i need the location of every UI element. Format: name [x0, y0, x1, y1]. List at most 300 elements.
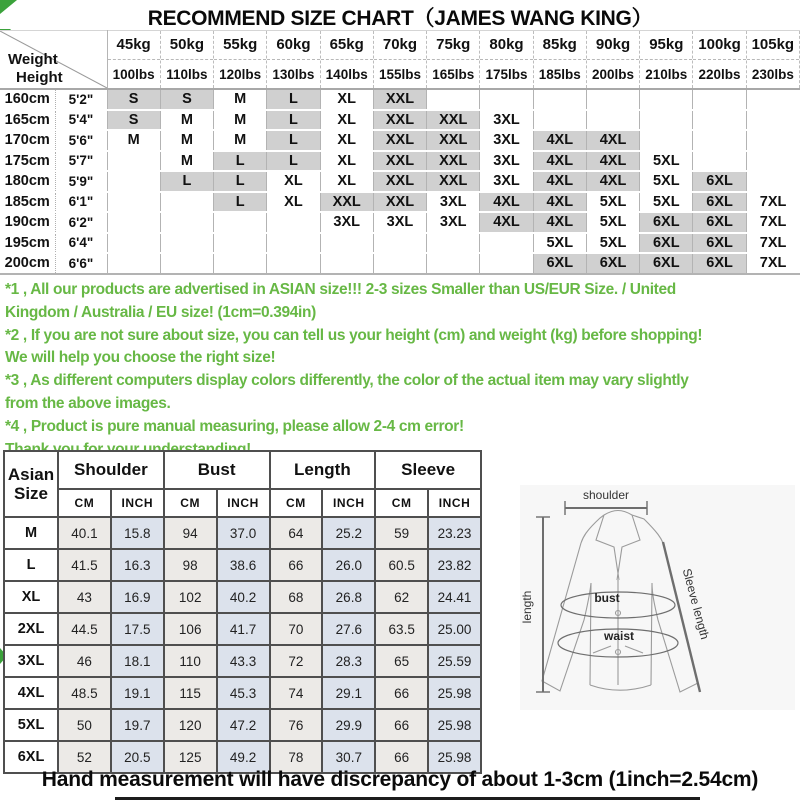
size-cell: [586, 89, 639, 110]
size-cell: [693, 110, 746, 131]
measurement-row: [4, 581, 481, 613]
weight-column-header: [480, 31, 533, 90]
size-cell: XXL: [320, 192, 373, 213]
measurement-size-label: 4XL: [4, 677, 58, 709]
note-line: from the above images.: [5, 394, 171, 412]
measurement-size-label: 3XL: [4, 645, 58, 677]
size-cell: 6XL: [693, 253, 746, 274]
weight-kg-label: 95kg: [640, 31, 692, 60]
size-cell: XL: [320, 130, 373, 151]
asian-size-line1: Asian: [7, 465, 55, 484]
measurement-value-cell: 26.8: [322, 581, 375, 613]
size-cell: 6XL: [533, 253, 586, 274]
measurement-row: [4, 709, 481, 741]
size-cell: 6XL: [693, 192, 746, 213]
weight-column-header: [533, 31, 586, 90]
measurement-value-cell: 125: [164, 741, 217, 773]
size-cell: [746, 171, 799, 192]
measurement-value-cell: 25.00: [428, 613, 481, 645]
measurement-value-cell: 23.82: [428, 549, 481, 581]
size-cell: 4XL: [586, 130, 639, 151]
size-cell: M: [107, 130, 160, 151]
size-cell: XXL: [373, 171, 426, 192]
height-cm-label: 190cm: [0, 212, 55, 233]
measurement-value-cell: 106: [164, 613, 217, 645]
weight-column-header: [586, 31, 639, 90]
weight-kg-label: 50kg: [161, 31, 213, 60]
size-cell: M: [160, 110, 213, 131]
weight-column-header: [427, 31, 480, 90]
note-line: Kingdom / Australia / EU size! (1cm=0.394in): [5, 303, 316, 321]
bust-label: bust: [594, 591, 620, 605]
measurement-value-cell: 16.9: [111, 581, 164, 613]
measurement-size-label: L: [4, 549, 58, 581]
weight-header-row: [0, 31, 800, 90]
height-ft-label: 5'7": [55, 151, 107, 172]
measurement-value-cell: 25.98: [428, 677, 481, 709]
height-ft-label: 6'6": [55, 253, 107, 274]
size-cell: [320, 233, 373, 254]
size-cell: S: [160, 89, 213, 110]
cm-inch-header-row: [4, 489, 481, 517]
weight-kg-label: 70kg: [374, 31, 426, 60]
page-title: RECOMMEND SIZE CHART（JAMES WANG KING）: [147, 7, 653, 30]
note-line: *1 , All our products are advertised in ASIAN size!!! 2-3 sizes Smaller than US/EUR Size. / United: [5, 281, 676, 298]
measurement-value-cell: 25.59: [428, 645, 481, 677]
size-cell: 6XL: [640, 233, 693, 254]
height-cm-label: 170cm: [0, 130, 55, 151]
jacket-measurement-diagram: [520, 485, 795, 710]
size-cell: L: [214, 151, 267, 172]
size-cell: L: [160, 171, 213, 192]
size-cell: 5XL: [586, 233, 639, 254]
measurement-table: [3, 450, 482, 774]
size-cell: 3XL: [480, 151, 533, 172]
seller-notes: [5, 279, 800, 461]
size-cell: [480, 253, 533, 274]
corner-height-label: Height: [16, 69, 63, 86]
weight-column-header: [373, 31, 426, 90]
size-cell: XXL: [427, 171, 480, 192]
measurement-value-cell: 102: [164, 581, 217, 613]
size-cell: [160, 253, 213, 274]
size-cell: 4XL: [586, 151, 639, 172]
size-cell: M: [160, 130, 213, 151]
measurement-value-cell: 38.6: [217, 549, 270, 581]
size-cell: [533, 110, 586, 131]
inch-subheader: INCH: [322, 489, 375, 517]
weight-kg-label: 55kg: [214, 31, 266, 60]
cm-subheader: CM: [164, 489, 217, 517]
measurement-group-header: Length: [270, 451, 376, 489]
size-cell: [214, 233, 267, 254]
size-cell: [533, 89, 586, 110]
note-line: *2 , If you are not sure about size, you can tell us your height (cm) and weight (kg) before shopping!: [5, 326, 703, 344]
height-cm-label: 185cm: [0, 192, 55, 213]
size-cell: 3XL: [480, 171, 533, 192]
weight-column-header: [267, 31, 320, 90]
size-recommendation-table: [0, 30, 800, 275]
measurement-group-header: Bust: [164, 451, 270, 489]
weight-lbs-label: 120lbs: [219, 67, 262, 82]
size-cell: [427, 253, 480, 274]
size-cell: [107, 233, 160, 254]
asian-size-line2: Size: [13, 484, 49, 503]
size-cell: S: [107, 89, 160, 110]
measurement-value-cell: 64: [270, 517, 323, 549]
measurement-value-cell: 66: [375, 741, 428, 773]
size-cell: L: [214, 171, 267, 192]
measurement-value-cell: 40.1: [58, 517, 111, 549]
size-cell: [480, 89, 533, 110]
size-cell: M: [214, 110, 267, 131]
size-cell: [107, 253, 160, 274]
measurement-value-cell: 37.0: [217, 517, 270, 549]
height-ft-label: 6'2": [55, 212, 107, 233]
measurement-row: [4, 549, 481, 581]
measurement-size-label: M: [4, 517, 58, 549]
weight-kg-label: 75kg: [427, 31, 479, 60]
size-cell: [160, 212, 213, 233]
weight-kg-label: 60kg: [267, 31, 319, 60]
height-cm-label: 165cm: [0, 110, 55, 131]
size-cell: XXL: [427, 151, 480, 172]
size-cell: [746, 151, 799, 172]
measurement-value-cell: 45.3: [217, 677, 270, 709]
size-cell: 6XL: [693, 171, 746, 192]
measurement-value-cell: 59: [375, 517, 428, 549]
weight-column-header: [107, 31, 160, 90]
size-cell: [107, 192, 160, 213]
measurement-value-cell: 26.0: [322, 549, 375, 581]
weight-column-header: [693, 31, 746, 90]
measurement-value-cell: 19.7: [111, 709, 164, 741]
size-cell: 7XL: [746, 192, 799, 213]
size-cell: 4XL: [533, 151, 586, 172]
height-row: [0, 110, 800, 131]
measurement-value-cell: 15.8: [111, 517, 164, 549]
size-cell: [427, 233, 480, 254]
measurement-value-cell: 43.3: [217, 645, 270, 677]
size-cell: [107, 212, 160, 233]
size-cell: [640, 89, 693, 110]
size-cell: 5XL: [640, 171, 693, 192]
size-cell: L: [267, 151, 320, 172]
measurement-value-cell: 62: [375, 581, 428, 613]
size-cell: 3XL: [480, 130, 533, 151]
size-cell: XL: [267, 192, 320, 213]
measurement-value-cell: 60.5: [375, 549, 428, 581]
measurement-value-cell: 41.5: [58, 549, 111, 581]
measurement-value-cell: 115: [164, 677, 217, 709]
size-cell: 4XL: [533, 171, 586, 192]
measurement-value-cell: 74: [270, 677, 323, 709]
measurement-value-cell: 40.2: [217, 581, 270, 613]
measurement-value-cell: 25.98: [428, 709, 481, 741]
weight-lbs-label: 165lbs: [432, 67, 475, 82]
size-cell: XXL: [373, 110, 426, 131]
measurement-value-cell: 25.2: [322, 517, 375, 549]
size-cell: [746, 89, 799, 110]
measurement-size-label: 2XL: [4, 613, 58, 645]
asian-size-header: [4, 451, 58, 517]
height-ft-label: 5'2": [55, 89, 107, 110]
size-cell: [586, 110, 639, 131]
measurement-size-label: XL: [4, 581, 58, 613]
weight-height-corner-cell: [0, 31, 107, 90]
note-line: We will help you choose the right size!: [5, 349, 276, 367]
measurement-value-cell: 70: [270, 613, 323, 645]
height-cm-label: 160cm: [0, 89, 55, 110]
footer-note: Hand measurement will have discrepancy of about 1-3cm (1inch=2.54cm): [41, 768, 759, 791]
weight-lbs-label: 230lbs: [751, 67, 794, 82]
measurement-value-cell: 23.23: [428, 517, 481, 549]
size-cell: 4XL: [533, 192, 586, 213]
weight-lbs-label: 175lbs: [485, 67, 528, 82]
measurement-value-cell: 47.2: [217, 709, 270, 741]
size-cell: [640, 110, 693, 131]
size-cell: 5XL: [586, 212, 639, 233]
weight-kg-label: 45kg: [108, 31, 160, 60]
size-cell: [373, 253, 426, 274]
jacket-outline: [542, 511, 698, 693]
measurement-value-cell: 46: [58, 645, 111, 677]
measurement-value-cell: 44.5: [58, 613, 111, 645]
size-cell: 3XL: [480, 110, 533, 131]
measurement-value-cell: 98: [164, 549, 217, 581]
size-cell: [160, 233, 213, 254]
size-cell: 6XL: [586, 253, 639, 274]
size-cell: 6XL: [640, 212, 693, 233]
measurement-value-cell: 16.3: [111, 549, 164, 581]
size-cell: XXL: [373, 192, 426, 213]
size-cell: 4XL: [533, 130, 586, 151]
measurement-value-cell: 63.5: [375, 613, 428, 645]
measurement-value-cell: 18.1: [111, 645, 164, 677]
measurement-value-cell: 66: [270, 549, 323, 581]
weight-kg-label: 90kg: [587, 31, 639, 60]
height-row: [0, 171, 800, 192]
measurement-value-cell: 41.7: [217, 613, 270, 645]
inch-subheader: INCH: [428, 489, 481, 517]
measurement-value-cell: 52: [58, 741, 111, 773]
size-cell: [267, 212, 320, 233]
size-cell: [746, 130, 799, 151]
size-cell: XXL: [427, 110, 480, 131]
measurement-group-header: Sleeve: [375, 451, 481, 489]
height-cm-label: 175cm: [0, 151, 55, 172]
size-cell: [746, 110, 799, 131]
size-cell: 7XL: [746, 212, 799, 233]
size-cell: L: [267, 89, 320, 110]
size-cell: 4XL: [480, 212, 533, 233]
measurement-group-header: Shoulder: [58, 451, 164, 489]
size-cell: XL: [320, 110, 373, 131]
measurement-value-cell: 50: [58, 709, 111, 741]
size-cell: [267, 253, 320, 274]
waist-label: waist: [603, 629, 635, 643]
weight-kg-label: 85kg: [534, 31, 586, 60]
weight-lbs-label: 220lbs: [698, 67, 741, 82]
size-cell: [427, 89, 480, 110]
weight-column-header: [640, 31, 693, 90]
size-cell: 4XL: [480, 192, 533, 213]
measurement-value-cell: 20.5: [111, 741, 164, 773]
measurement-row: [4, 677, 481, 709]
weight-lbs-label: 130lbs: [272, 67, 315, 82]
size-cell: 6XL: [693, 233, 746, 254]
weight-lbs-label: 155lbs: [378, 67, 421, 82]
size-cell: L: [214, 192, 267, 213]
measurement-size-label: 5XL: [4, 709, 58, 741]
measurement-value-cell: 25.98: [428, 741, 481, 773]
measurement-value-cell: 29.1: [322, 677, 375, 709]
size-cell: [107, 171, 160, 192]
height-ft-label: 6'4": [55, 233, 107, 254]
measurement-value-cell: 94: [164, 517, 217, 549]
size-cell: XL: [267, 171, 320, 192]
size-cell: 4XL: [533, 212, 586, 233]
height-row: [0, 212, 800, 233]
size-cell: 3XL: [427, 212, 480, 233]
cm-subheader: CM: [58, 489, 111, 517]
measurement-value-cell: 120: [164, 709, 217, 741]
size-cell: [160, 192, 213, 213]
measurement-row: [4, 517, 481, 549]
size-cell: 6XL: [693, 212, 746, 233]
measurement-value-cell: 65: [375, 645, 428, 677]
measurement-value-cell: 43: [58, 581, 111, 613]
size-cell: M: [214, 89, 267, 110]
weight-lbs-label: 200lbs: [592, 67, 635, 82]
size-cell: [693, 89, 746, 110]
size-cell: XXL: [373, 151, 426, 172]
size-cell: [480, 233, 533, 254]
measurement-value-cell: 66: [375, 677, 428, 709]
measurement-value-cell: 78: [270, 741, 323, 773]
height-cm-label: 195cm: [0, 233, 55, 254]
size-cell: [267, 233, 320, 254]
shoulder-label: shoulder: [582, 488, 630, 502]
size-cell: [640, 130, 693, 151]
size-cell: 5XL: [640, 151, 693, 172]
size-cell: XL: [320, 151, 373, 172]
measurement-value-cell: 72: [270, 645, 323, 677]
measurement-value-cell: 110: [164, 645, 217, 677]
measurement-value-cell: 29.9: [322, 709, 375, 741]
size-cell: L: [267, 110, 320, 131]
weight-lbs-label: 140lbs: [325, 67, 368, 82]
measurement-value-cell: 19.1: [111, 677, 164, 709]
note-line: *4 , Product is pure manual measuring, please allow 2-4 cm error!: [5, 417, 464, 435]
size-cell: 5XL: [640, 192, 693, 213]
height-row: [0, 130, 800, 151]
height-row: [0, 233, 800, 254]
weight-column-header: [746, 31, 799, 90]
measurement-row: [4, 645, 481, 677]
sleeve-length-label: Sleeve length: [679, 567, 713, 641]
height-row: [0, 89, 800, 110]
height-ft-label: 5'4": [55, 110, 107, 131]
weight-lbs-label: 110lbs: [166, 67, 208, 82]
height-row: [0, 253, 800, 274]
size-cell: 3XL: [320, 212, 373, 233]
size-cell: [320, 253, 373, 274]
size-cell: S: [107, 110, 160, 131]
cm-subheader: CM: [375, 489, 428, 517]
jacket-drawing: [520, 485, 795, 710]
cm-subheader: CM: [270, 489, 323, 517]
weight-column-header: [214, 31, 267, 90]
size-cell: XL: [320, 171, 373, 192]
size-cell: [107, 151, 160, 172]
height-ft-label: 5'6": [55, 130, 107, 151]
size-cell: 3XL: [427, 192, 480, 213]
size-cell: 7XL: [746, 253, 799, 274]
height-cm-label: 200cm: [0, 253, 55, 274]
measurement-value-cell: 48.5: [58, 677, 111, 709]
measurement-value-cell: 66: [375, 709, 428, 741]
size-cell: M: [214, 130, 267, 151]
size-cell: [373, 233, 426, 254]
inch-subheader: INCH: [217, 489, 270, 517]
size-cell: [693, 130, 746, 151]
height-cm-label: 180cm: [0, 171, 55, 192]
size-cell: XXL: [427, 130, 480, 151]
size-cell: [693, 151, 746, 172]
size-cell: XL: [320, 89, 373, 110]
measurement-size-label: 6XL: [4, 741, 58, 773]
measurement-value-cell: 17.5: [111, 613, 164, 645]
weight-kg-label: 105kg: [747, 31, 799, 60]
weight-kg-label: 80kg: [480, 31, 532, 60]
weight-lbs-label: 100lbs: [112, 67, 155, 82]
size-cell: 5XL: [533, 233, 586, 254]
measurement-value-cell: 30.7: [322, 741, 375, 773]
size-cell: 6XL: [640, 253, 693, 274]
weight-kg-label: 100kg: [693, 31, 745, 60]
weight-column-header: [320, 31, 373, 90]
weight-kg-label: 65kg: [321, 31, 373, 60]
measurement-value-cell: 68: [270, 581, 323, 613]
size-cell: [214, 212, 267, 233]
note-line: *3 , As different computers display colors differently, the color of the actual item may vary slightly: [5, 372, 689, 390]
size-cell: 4XL: [586, 171, 639, 192]
measurement-row: [4, 613, 481, 645]
measurement-value-cell: 49.2: [217, 741, 270, 773]
size-cell: M: [160, 151, 213, 172]
size-cell: 5XL: [586, 192, 639, 213]
height-ft-label: 5'9": [55, 171, 107, 192]
size-cell: 3XL: [373, 212, 426, 233]
measurement-value-cell: 76: [270, 709, 323, 741]
length-label: length: [520, 590, 534, 624]
size-cell: XXL: [373, 130, 426, 151]
weight-column-header: [160, 31, 213, 90]
measurement-value-cell: 28.3: [322, 645, 375, 677]
measurement-value-cell: 27.6: [322, 613, 375, 645]
size-cell: 7XL: [746, 233, 799, 254]
measurement-group-header-row: [4, 451, 481, 489]
size-cell: L: [267, 130, 320, 151]
size-cell: [214, 253, 267, 274]
weight-lbs-label: 185lbs: [538, 67, 581, 82]
size-cell: XXL: [373, 89, 426, 110]
height-ft-label: 6'1": [55, 192, 107, 213]
corner-weight-label: Weight: [8, 51, 58, 68]
height-row: [0, 192, 800, 213]
inch-subheader: INCH: [111, 489, 164, 517]
